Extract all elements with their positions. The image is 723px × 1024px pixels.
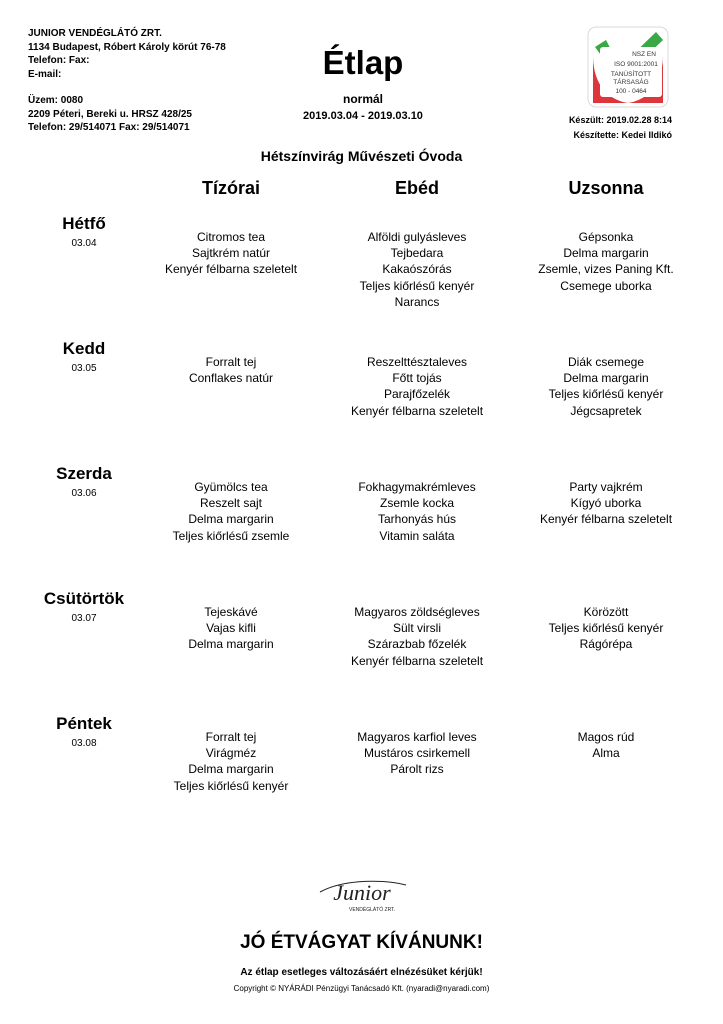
meal-item: Kenyér félbarna szeletelt bbox=[164, 262, 298, 277]
badge-line3: TANÚSÍTOTT bbox=[610, 71, 652, 78]
company-info bbox=[28, 27, 226, 81]
meal-item: Forralt tej bbox=[205, 730, 257, 744]
meal-item: Főtt tojás bbox=[392, 371, 442, 386]
creation-info bbox=[530, 113, 672, 143]
meal-item: Narancs bbox=[394, 294, 440, 309]
meal-item: Kígyó uborka bbox=[570, 496, 642, 511]
plant-address: 2209 Péteri, Bereki u. HRSZ 428/25 bbox=[28, 108, 192, 120]
badge-line2: ISO 9001:2001 bbox=[614, 61, 658, 68]
meal-item: Diák csemege bbox=[567, 355, 645, 369]
meal-item: Jégcsapretek bbox=[570, 403, 642, 418]
meal-item: Parajfőzelék bbox=[383, 387, 451, 402]
meal-item: Teljes kiőrlésű zsemle bbox=[172, 528, 290, 543]
meal-item: Delma margarin bbox=[563, 371, 649, 386]
day-name: Csütörtök bbox=[43, 589, 125, 608]
meal-cell bbox=[486, 354, 723, 419]
column-header-uzsonna: Uzsonna bbox=[568, 178, 644, 198]
created-by: Készítette: Kedei Ildikó bbox=[573, 130, 672, 140]
meal-item: Kenyér félbarna szeletelt bbox=[539, 512, 673, 527]
meal-cell bbox=[486, 229, 723, 294]
meal-cell bbox=[486, 729, 723, 761]
column-header-ebed: Ebéd bbox=[394, 178, 439, 198]
created-date: Készült: 2019.02.28 8:14 bbox=[568, 115, 672, 125]
meal-item: Magos rúd bbox=[577, 730, 635, 744]
meal-item: Reszelt sajt bbox=[199, 496, 263, 511]
badge-line1: NSZ EN bbox=[632, 51, 656, 58]
day-date: 03.07 bbox=[71, 613, 97, 624]
meal-item: Sült virsli bbox=[392, 621, 441, 636]
day-date: 03.08 bbox=[71, 738, 97, 749]
meal-item: Fokhagymakrémleves bbox=[358, 480, 476, 494]
badge-line4: TÁRSASÁG bbox=[613, 79, 649, 86]
footer-note: Az étlap esetleges változásáért elnézésüket kérjük! bbox=[240, 967, 483, 978]
iso-certification-badge bbox=[586, 25, 670, 109]
junior-logo bbox=[316, 876, 408, 916]
meal-item: Citromos tea bbox=[196, 230, 266, 244]
meal-item: Alma bbox=[592, 746, 620, 761]
day-name: Hétfő bbox=[62, 214, 106, 233]
meal-item: Conflakes natúr bbox=[188, 371, 274, 386]
meal-item: Rágórépa bbox=[579, 637, 633, 652]
meal-item: Kenyér félbarna szeletelt bbox=[350, 403, 484, 418]
day-name: Szerda bbox=[56, 464, 112, 483]
meal-item: Virágméz bbox=[205, 746, 257, 761]
meal-item: Zsemle kocka bbox=[379, 496, 455, 511]
meal-item: Magyaros karfiol leves bbox=[357, 730, 477, 744]
footer-copyright: Copyright © NYÁRÁDI Pénzügyi Tanácsadó Kft. (nyaradi@nyaradi.com) bbox=[233, 984, 490, 993]
meal-item: Tejbedara bbox=[390, 246, 444, 261]
column-header-tizorai: Tízórai bbox=[201, 178, 260, 198]
footer-greeting: JÓ ÉTVÁGYAT KÍVÁNUNK! bbox=[240, 932, 483, 953]
meal-item: Teljes kiőrlésű kenyér bbox=[548, 387, 664, 402]
meal-item: Reszelttésztaleves bbox=[366, 355, 468, 369]
logo-tagline: VENDÉGLÁTÓ ZRT. bbox=[348, 907, 396, 913]
meal-item: Delma margarin bbox=[188, 762, 274, 777]
meal-item: Delma margarin bbox=[563, 246, 649, 261]
menu-type: normál bbox=[342, 92, 383, 106]
date-range: 2019.03.04 - 2019.03.10 bbox=[303, 110, 423, 122]
meal-item: Párolt rizs bbox=[390, 762, 444, 777]
meal-item: Alföldi gulyásleves bbox=[367, 230, 467, 244]
meal-item: Vitamin saláta bbox=[379, 528, 455, 543]
day-name: Péntek bbox=[56, 714, 112, 733]
plant-info bbox=[28, 94, 192, 135]
company-name: JUNIOR VENDÉGLÁTÓ ZRT. bbox=[28, 28, 162, 39]
meal-item: Forralt tej bbox=[205, 355, 257, 369]
day-date: 03.04 bbox=[71, 238, 97, 249]
meal-item: Tarhonyás hús bbox=[377, 512, 457, 527]
meal-item: Gépsonka bbox=[578, 230, 634, 244]
meal-item: Szárazbab főzelék bbox=[367, 637, 467, 652]
meal-item: Delma margarin bbox=[188, 512, 274, 527]
meal-cell bbox=[486, 479, 723, 528]
meal-item: Mustáros csirkemell bbox=[363, 746, 471, 761]
meal-cell bbox=[486, 604, 723, 653]
meal-item: Sajtkrém natúr bbox=[191, 246, 271, 261]
company-phone-fax: Telefon: Fax: bbox=[28, 55, 90, 66]
meal-item: Teljes kiőrlésű kenyér bbox=[548, 621, 664, 636]
meal-item: Kenyér félbarna szeletelt bbox=[350, 653, 484, 668]
day-date: 03.05 bbox=[71, 363, 97, 374]
company-address: 1134 Budapest, Róbert Károly körút 76-78 bbox=[28, 41, 226, 53]
day-date: 03.06 bbox=[71, 488, 97, 499]
school-name: Hétszínvirág Művészeti Óvoda bbox=[260, 148, 463, 164]
plant-phone-fax: Telefon: 29/514071 Fax: 29/514071 bbox=[28, 122, 190, 133]
logo-word: Junior bbox=[333, 880, 391, 905]
meal-item: Csemege uborka bbox=[560, 278, 652, 293]
badge-line5: 100 - 0464 bbox=[615, 88, 647, 95]
meal-item: Magyaros zöldségleves bbox=[354, 605, 480, 619]
meal-item: Zsemle, vizes Paning Kft. bbox=[538, 262, 674, 277]
plant-id: Üzem: 0080 bbox=[28, 95, 84, 106]
meal-item: Vajas kifli bbox=[206, 621, 256, 636]
company-email: E-mail: bbox=[28, 68, 62, 80]
meal-item: Kakaószórás bbox=[382, 262, 452, 277]
meal-item: Teljes kiőrlésű kenyér bbox=[359, 278, 475, 293]
day-name: Kedd bbox=[62, 339, 106, 358]
page-title: Étlap bbox=[322, 44, 404, 81]
meal-item: Körözött bbox=[583, 605, 629, 619]
meal-item: Tejeskávé bbox=[204, 605, 258, 619]
meal-item: Delma margarin bbox=[188, 637, 274, 652]
meal-item: Teljes kiőrlésű kenyér bbox=[173, 778, 289, 793]
meal-item: Party vajkrém bbox=[569, 480, 643, 494]
meal-item: Gyümölcs tea bbox=[194, 480, 268, 494]
